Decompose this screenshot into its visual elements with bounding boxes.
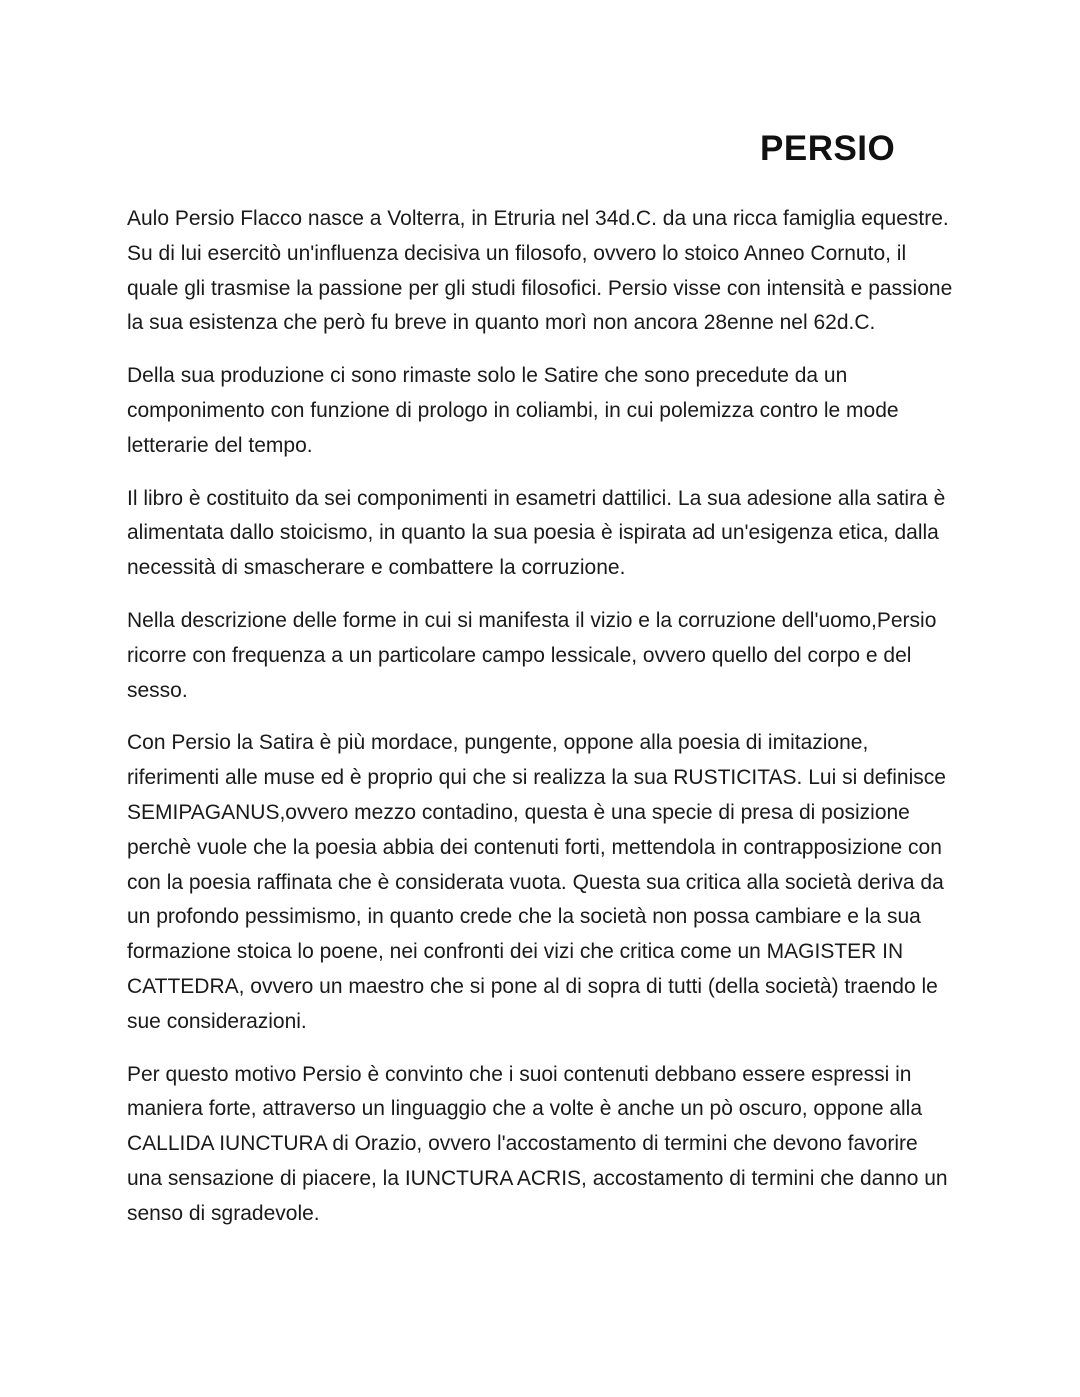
- paragraph-5: Con Persio la Satira è più mordace, pungente, oppone alla poesia di imitazione, riferimenti alle muse ed è proprio qui che si realizza la sua RUSTICITAS. Lui si definisce SEMIPAGANUS,ovvero mezzo contadino, questa è una specie di presa di posizione perchè vuole che la poesia abbia dei contenuti forti, mettendola in contrapposizione con con la poesia raffinata che è considerata vuota. Questa sua critica alla società deriva da un profondo pessimismo, in quanto crede che la società non possa cambiare e la sua formazione stoica lo poene, nei confronti dei vizi che critica come un MAGISTER IN CATTEDRA, ovvero un maestro che si pone al di sopra di tutti (della società) traendo le sue considerazioni.: [127, 731, 946, 1033]
- paragraph-4: Nella descrizione delle forme in cui si manifesta il vizio e la corruzione dell'uomo,Persio ricorre con frequenza a un particolare campo lessicale, ovvero quello del corpo e del sesso.: [127, 608, 937, 702]
- document-body: [127, 202, 957, 1250]
- page-title: PERSIO: [760, 129, 896, 168]
- paragraph-1: Aulo Persio Flacco nasce a Volterra, in Etruria nel 34d.C. da una ricca famiglia equestre. Su di lui esercitò un'influenza decisiva un filosofo, ovvero lo stoico Anneo Cornuto, il quale gli trasmise la passione per gli studi filosofici. Persio visse con intensità e passione la sua esistenza che però fu breve in quanto morì non ancora 28enne nel 62d.C.: [127, 207, 953, 335]
- paragraph-6: Per questo motivo Persio è convinto che i suoi contenuti debbano essere espressi in maniera forte, attraverso un linguaggio che a volte è anche un pò oscuro, oppone alla CALLIDA IUNCTURA di Orazio, ovvero l'accostamento di termini che devono favorire una sensazione di piacere, la IUNCTURA ACRIS, accostamento di termini che danno un senso di sgradevole.: [127, 1062, 948, 1225]
- paragraph-2: Della sua produzione ci sono rimaste solo le Satire che sono precedute da un componimento con funzione di prologo in coliambi, in cui polemizza contro le mode letterarie del tempo.: [127, 364, 899, 457]
- paragraph-3: Il libro è costituito da sei componimenti in esametri dattilici. La sua adesione alla satira è alimentata dallo stoicismo, in quanto la sua poesia è ispirata ad un'esigenza etica, dalla necessità di smascherare e combattere la corruzione.: [127, 486, 946, 580]
